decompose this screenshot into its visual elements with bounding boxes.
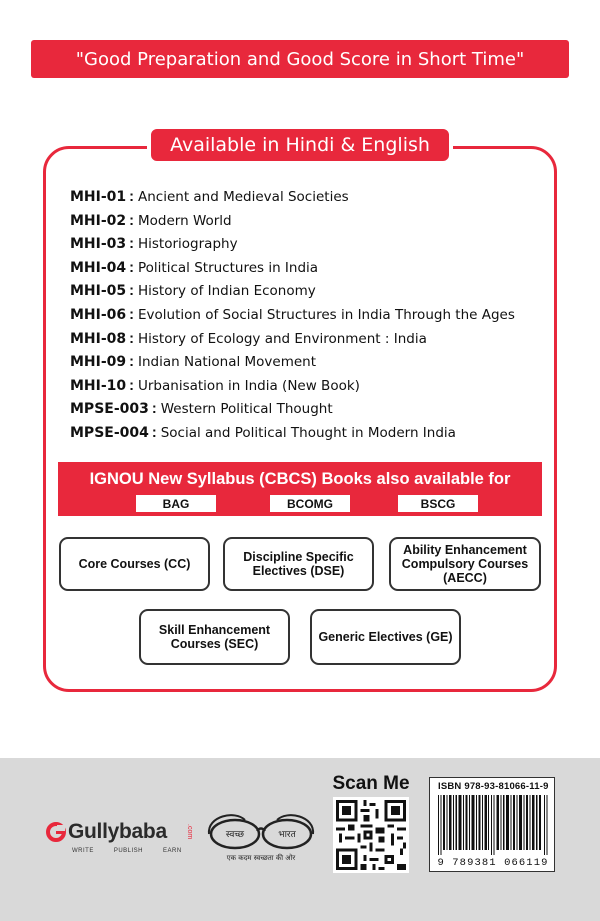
isbn-barcode-icon [438,795,548,855]
course-item [70,354,540,378]
course-title: Evolution of Social Structures in India Through the Ages [138,306,515,323]
course-item [70,189,540,213]
course-separator: : [129,236,134,253]
scan-me-label: Scan Me [332,773,410,794]
isbn-label: ISBN 978-93-81066-11-9 [438,781,549,792]
category-sec: Skill Enhancement Courses (SEC) [139,609,290,665]
course-code: MPSE-003 [70,401,149,418]
course-list [70,189,540,449]
swachh-caption: एक कदम स्वच्छता की ओर [226,854,296,862]
course-code: MHI-06 [70,306,127,323]
course-separator: : [129,354,134,371]
swachh-left-text: स्वच्छ [225,830,245,840]
course-separator: : [151,424,157,441]
course-item [70,378,540,402]
logo-tagline [72,848,182,854]
course-title: Modern World [138,212,232,229]
course-item [70,307,540,331]
course-separator: : [129,330,134,347]
category-ge: Generic Electives (GE) [310,609,461,665]
course-code: MHI-04 [70,259,127,276]
category-dse: Discipline Specific Electives (DSE) [223,537,374,591]
course-separator: : [129,212,134,229]
gullybaba-g-logo-icon [46,822,66,842]
course-title: Urbanisation in India (New Book) [138,377,360,394]
availability-banner: Available in Hindi & English [147,125,453,165]
program-badge-bscg: BSCG [398,495,478,512]
category-core-courses: Core Courses (CC) [59,537,210,591]
logo-domain: .com [186,824,193,840]
course-code: MHI-03 [70,236,127,253]
course-title: Political Structures in India [138,259,319,276]
gullybaba-logo [46,820,196,864]
course-title: Ancient and Medieval Societies [138,189,349,205]
tagline-banner: "Good Preparation and Good Score in Short Time" [31,40,569,78]
isbn-barcode-box [429,777,555,872]
course-title: Western Political Thought [160,401,333,418]
logo-tag: WRITE [72,848,94,854]
swachh-bharat-spectacles-icon [205,806,317,866]
course-separator: : [129,306,134,323]
course-separator: : [151,401,157,418]
course-title: Indian National Movement [138,354,317,371]
course-separator: : [129,377,134,394]
course-code: MHI-10 [70,377,127,394]
course-title: Social and Political Thought in Modern India [160,424,456,441]
program-badge-bag: BAG [136,495,216,512]
program-badge-bcomg: BCOMG [270,495,350,512]
course-item [70,213,540,237]
course-code: MHI-08 [70,330,127,347]
course-code: MHI-01 [70,189,127,205]
course-code: MHI-05 [70,283,127,300]
category-aecc: Ability Enhancement Compulsory Courses (AECC) [389,537,541,591]
course-item [70,401,540,425]
swachh-right-text: भारत [278,830,296,840]
course-code: MHI-09 [70,354,127,371]
barcode-digits: 9 789381 066119 [437,857,549,869]
course-code: MHI-02 [70,212,127,229]
course-separator: : [129,259,134,276]
logo-tag: PUBLISH [113,848,144,854]
course-separator: : [129,189,134,205]
course-item [70,236,540,260]
logo-name: Gullybaba [68,820,167,843]
logo-tag: EARN [163,848,182,854]
cbcs-title: IGNOU New Syllabus (CBCS) Books also available for [89,470,511,488]
qr-code-icon [333,797,409,873]
course-title: History of Ecology and Environment : India [138,330,427,347]
cbcs-banner [58,462,542,516]
course-item [70,425,540,449]
course-item [70,283,540,307]
course-code: MPSE-004 [70,424,149,441]
course-title: History of Indian Economy [138,283,316,300]
course-separator: : [129,283,134,300]
course-title: Historiography [138,236,238,253]
course-item [70,331,540,355]
course-item [70,260,540,284]
